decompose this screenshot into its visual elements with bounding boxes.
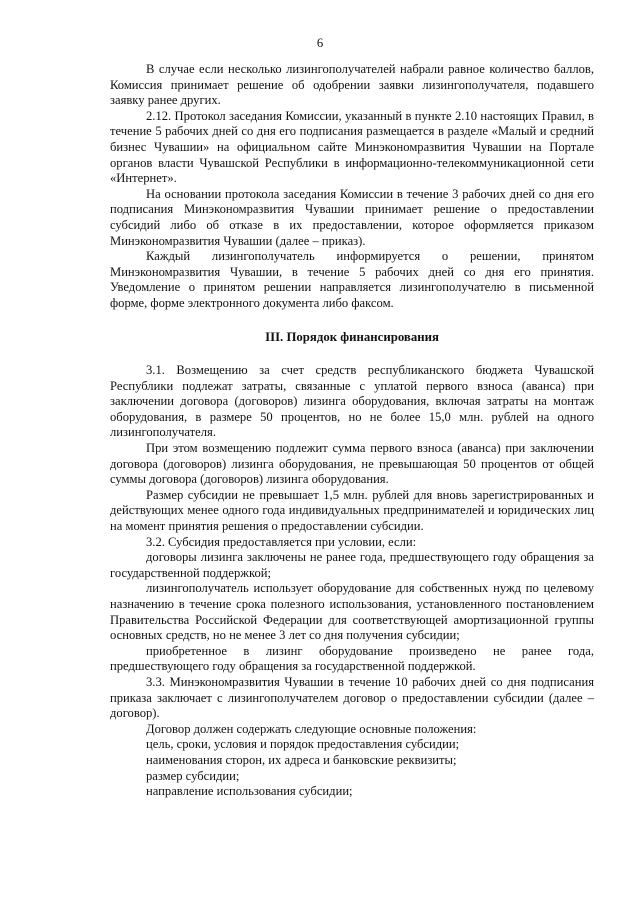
paragraph: При этом возмещению подлежит сумма первого взноса (аванса) при заключении договора (договоров) лизинга оборудования, не превышающая 50 процентов от общей суммы договора (договоров) лизинга оборудования. xyxy=(110,441,594,487)
list-item: наименования сторон, их адреса и банковские реквизиты; xyxy=(146,752,457,767)
paragraph: 3.3. Минэкономразвития Чувашии в течение 10 рабочих дней со дня подписания приказа заключает с лизингополучателем договор о предоставлении субсидии (далее – договор). xyxy=(110,674,594,721)
list-item: направление использования субсидии; xyxy=(146,784,353,799)
paragraph: Размер субсидии не превышает 1,5 млн. рублей для вновь зарегистрированных и действующих менее одного года индивидуальных предпринимателей и юридических лиц на момент принятия решения о предоставлении субсидии. xyxy=(110,487,594,534)
list-item: размер субсидии; xyxy=(146,768,240,783)
paragraph: 2.12. Протокол заседания Комиссии, указанный в пункте 2.10 настоящих Правил, в течение 5 рабочих дней со дня его подписания размещается в разделе «Малый и средний бизнес Чувашии» на официальном сайте Минэкономразвития Чувашии на Портале органов власти Чувашской Республики в информационно-телекоммуникационной сети «Интернет». xyxy=(110,108,594,186)
list-item: цель, сроки, условия и порядок предоставления субсидии; xyxy=(146,737,460,752)
list-item: договоры лизинга заключены не ранее года, предшествующего году обращения за государственной поддержкой; xyxy=(110,550,594,580)
paragraph: Каждый лизингополучатель информируется о решении, принятом Минэкономразвития Чувашии, в течение 5 рабочих дней со дня его принятия. Уведомление о принятом решении направляется лизингополучателю в письменной форме, форме электронного документа либо факсом. xyxy=(110,249,594,310)
paragraph: В случае если несколько лизингополучателей набрали равное количество баллов, Комиссия принимает решение об одобрении заявки лизингополучателя, подавшего заявку ранее других. xyxy=(110,62,594,108)
list-item: приобретенное в лизинг оборудование произведено не ранее года, предшествующего году обращения за государственной поддержкой. xyxy=(110,643,594,674)
section-heading: III. Порядок финансирования xyxy=(265,329,439,344)
list-item: лизингополучатель использует оборудование для собственных нужд по целевому назначению в течение срока полезного использования, установленного постановлением Правительства Российской Федерации для соответствующей амортизационной группы основных средств, но не менее 3 лет со дня получения субсидии; xyxy=(110,581,594,643)
paragraph: 3.1. Возмещению за счет средств республиканского бюджета Чувашской Республики подлежат затраты, связанные с уплатой первого взноса (аванса) при заключении договора (договоров) лизинга оборудования, включая затраты на монтаж оборудования, в размере 50 процентов, но не более 15,0 млн. рублей на одного лизингополучателя. xyxy=(110,363,594,440)
paragraph: На основании протокола заседания Комиссии в течение 3 рабочих дней со дня его подписания Минэкономразвития Чувашии принимает решение о предоставлении субсидий либо об отказе в их предоставлении, которое оформляется приказом Минэкономразвития Чувашии (далее – приказ). xyxy=(110,186,594,248)
paragraph: 3.2. Субсидия предоставляется при условии, если: xyxy=(146,534,417,549)
paragraph: Договор должен содержать следующие основные положения: xyxy=(146,721,477,736)
page-number: 6 xyxy=(316,36,324,50)
document-body xyxy=(110,62,594,800)
